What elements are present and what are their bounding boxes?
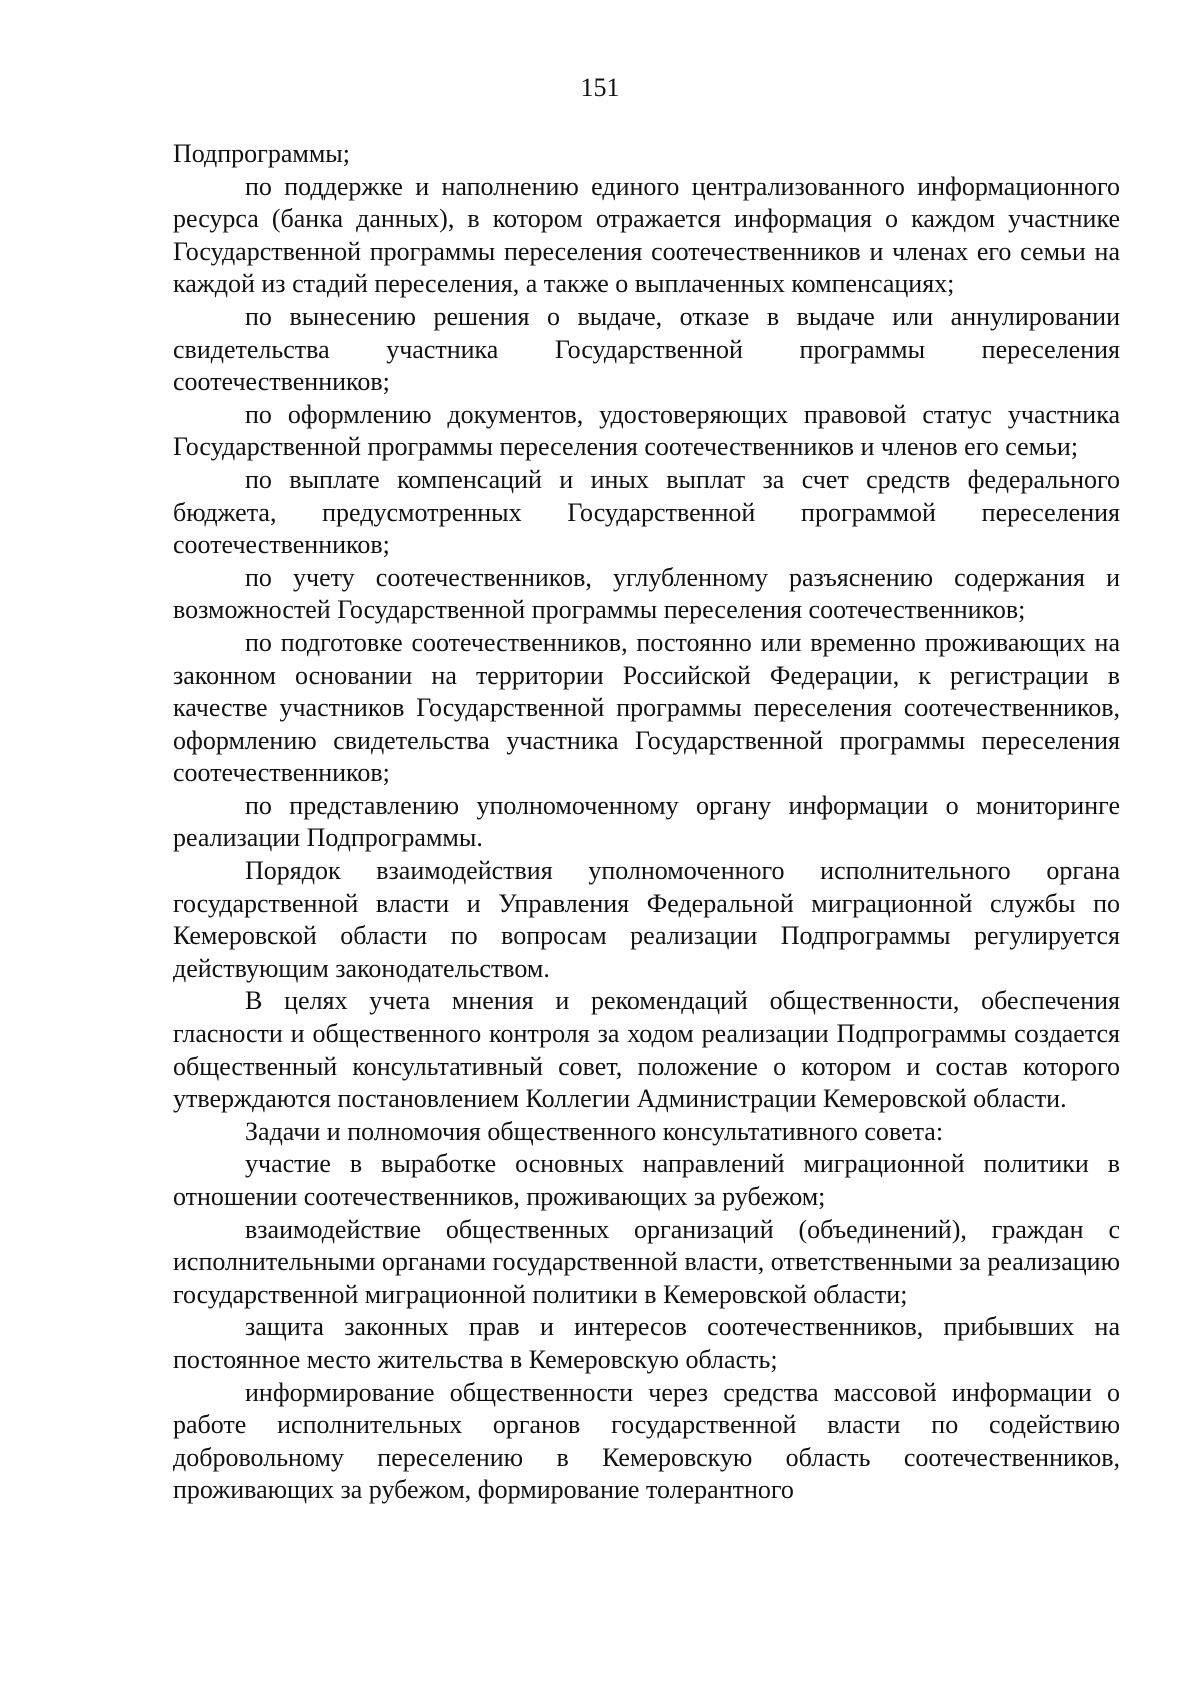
paragraph-preparation-registration: по подготовке соотечественников, постоянно или временно проживающих на законном основании на территории Российской Федерации, к регистрации в качестве участников Государственной программы переселения соотечественников, оформлению свидетельства участника Государственной программы переселения соотечественников; (173, 627, 1120, 788)
paragraph-migration-policy-participation: участие в выработке основных направлений миграционной политики в отношении соотечественников, проживающих за рубежом; (173, 1149, 1120, 1211)
page-number: 151 (580, 73, 620, 102)
paragraph-compatriot-registration-explanation: по учету соотечественников, углубленному разъяснению содержания и возможностей Государственной программы переселения соотечественников; (173, 562, 1120, 625)
paragraph-continuation: Подпрограммы; (173, 139, 350, 168)
paragraph-council-tasks-heading: Задачи и полномочия общественного консультативного совета: (245, 1116, 944, 1146)
paragraph-public-organizations-interaction: взаимодействие общественных организаций (объединений), граждан с исполнительными органами государственной власти, ответственными за реализацию государственной миграционной политики в Кемеровской области; (173, 1214, 1120, 1309)
paragraph-interaction-procedure: Порядок взаимодействия уполномоченного исполнительного органа государственной власти и Управления Федеральной миграционной службы по Кемеровской области по вопросам реализации Подпрограммы регулируется действующим законодательством. (173, 856, 1120, 983)
paragraph-legal-status-documents: по оформлению документов, удостоверяющих правовой статус участника Государственной программы переселения соотечественников и членов его семьи; (173, 399, 1120, 462)
paragraph-data-bank-support: по поддержке и наполнению единого централизованного информационного ресурса (банка данных), в котором отражается информация о каждом участнике Государственной программы переселения соотечественников и членах его семьи на каждой из стадий переселения, а также о выплаченных компенсациях; (173, 171, 1120, 299)
paragraph-public-information: информирование общественности через средства массовой информации о работе исполнительных органов государственной власти по содействию добровольному переселению в Кемеровскую область соотечественников, проживающих за рубежом, формирование толерантного (173, 1377, 1120, 1505)
paragraph-certificate-decision: по вынесению решения о выдаче, отказе в выдаче или аннулировании свидетельства участника Государственной программы переселения соотечественников; (173, 301, 1120, 397)
paragraph-rights-protection: защита законных прав и интересов соотечественников, прибывших на постоянное место жительства в Кемеровскую область; (173, 1312, 1120, 1374)
paragraph-compensation-payments: по выплате компенсаций и иных выплат за счет средств федерального бюджета, предусмотренных Государственной программой переселения соотечественников; (173, 464, 1120, 560)
paragraph-monitoring-information: по представлению уполномоченному органу информации о мониторинге реализации Подпрограммы. (173, 790, 1120, 853)
paragraph-advisory-council: В целях учета мнения и рекомендаций общественности, обеспечения гласности и общественного контроля за ходом реализации Подпрограммы создается общественный консультативный совет, положение о котором и состав которого утверждаются постановлением Коллегии Администрации Кемеровской области. (173, 986, 1120, 1114)
document-body (173, 138, 1120, 1507)
